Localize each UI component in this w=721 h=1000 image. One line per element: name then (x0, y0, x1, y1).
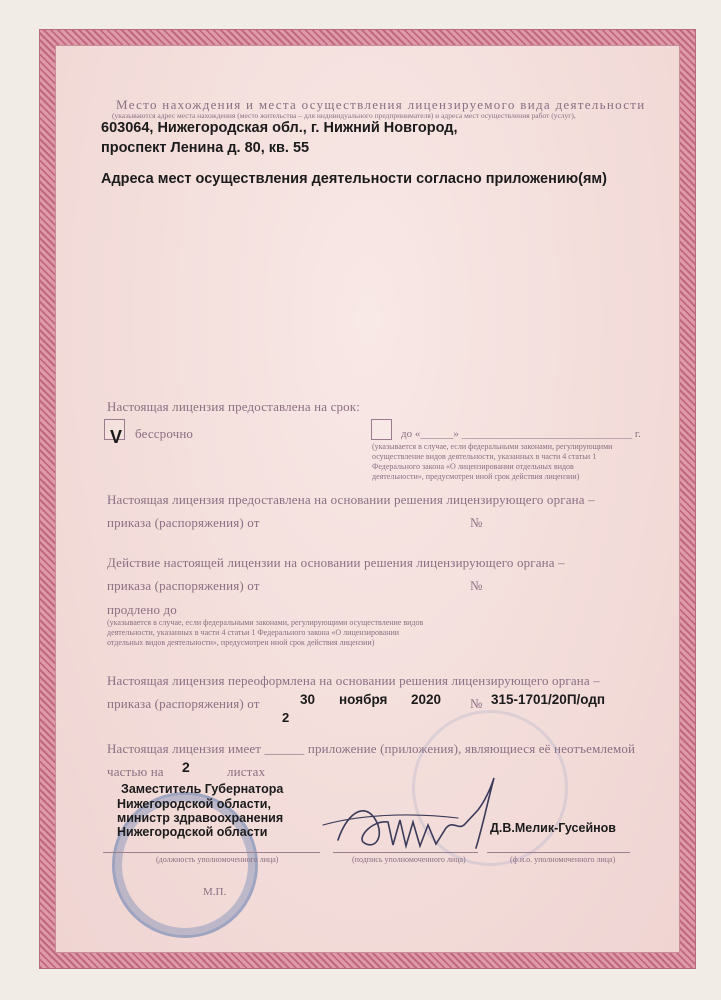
address-line-1: 603064, Нижегородская обл., г. Нижний Новгород, (101, 120, 458, 136)
appendix-line-1: Настоящая лицензия имеет ______ приложение (приложения), являющиеся её неотъемлемой (107, 741, 636, 756)
reissue-number: 315-1701/20П/одп (491, 692, 606, 707)
signature-underline (333, 852, 478, 853)
places-note: Адреса мест осуществления деятельности согласно приложению(ям) (101, 171, 607, 187)
location-hint: (указываются адрес места нахождения (место жительства – для индивидуального предпринимателя) и адреса мест осуществления работ (услуг), (112, 111, 576, 120)
signatory-position-1: Заместитель Губернатора (121, 782, 284, 796)
name-underline (487, 852, 630, 853)
appendix-sheets-label: листах (227, 764, 266, 779)
reissue-day: 30 (300, 692, 316, 707)
basis-line-1: Настоящая лицензия предоставлена на основании решения лицензирующего органа – (107, 492, 595, 507)
extended-until-label: продлено до (107, 602, 177, 617)
signatory-position-2: Нижегородской области, (117, 797, 271, 811)
extension-hint-1: (указывается в случае, если федеральными законами, регулирующими осуществление видов (107, 618, 424, 627)
extension-line-2: приказа (распоряжения) от (107, 578, 260, 593)
caption-name: (ф.и.о. уполномоченного лица) (510, 855, 616, 864)
unlimited-check-mark: V (110, 427, 123, 447)
reissue-month: ноября (339, 692, 388, 707)
until-label: до «______» _______________________________ г. (401, 428, 641, 440)
extension-line-1: Действие настоящей лицензии на основании решения лицензирующего органа – (107, 555, 565, 570)
reissue-year: 2020 (411, 692, 442, 707)
signatory-position-3: министр здравоохранения (117, 811, 284, 825)
position-underline (103, 852, 320, 853)
until-checkbox (371, 419, 392, 440)
basis-line-2: приказа (распоряжения) от (107, 515, 260, 530)
seal-place-label: М.П. (203, 886, 227, 898)
basis-number-sign: № (470, 515, 483, 530)
appendix-line-2: частью на (107, 764, 164, 779)
extension-hint-2: деятельности, указанных в части 4 статьи 1 Федерального закона «О лицензировании (107, 628, 400, 637)
caption-position: (должность уполномоченного лица) (156, 855, 279, 864)
until-hint-4: деятельности», предусмотрен иной срок действия лицензии) (372, 472, 580, 481)
signatory-position-4: Нижегородской области (117, 825, 268, 839)
until-hint-3: Федерального закона «О лицензировании отдельных видов (372, 462, 574, 471)
reissue-handwritten-mark: 2 (282, 710, 290, 725)
caption-signature: (подпись уполномоченного лица) (352, 855, 466, 864)
reissue-line-2: приказа (распоряжения) от (107, 696, 260, 711)
reissue-line-1: Настоящая лицензия переоформлена на основании решения лицензирующего органа – (107, 673, 600, 688)
appendix-sheets-count: 2 (182, 759, 190, 775)
reissue-number-sign: № (470, 696, 483, 711)
extension-hint-3: отдельных видов деятельности», предусмотрен иной срок действия лицензии) (107, 638, 375, 647)
until-hint-1: (указывается в случае, если федеральными законами, регулирующими (372, 442, 613, 451)
unlimited-label: бессрочно (135, 426, 194, 441)
until-hint-2: осуществление видов деятельности, указанных в части 4 статьи 1 (372, 452, 597, 461)
address-line-2: проспект Ленина д. 80, кв. 55 (101, 140, 310, 156)
extension-number-sign: № (470, 578, 483, 593)
term-heading: Настоящая лицензия предоставлена на срок: (107, 399, 361, 414)
signatory-name: Д.В.Мелик-Гусейнов (490, 821, 616, 835)
location-heading: Место нахождения и места осуществления лицензируемого вида деятельности (116, 97, 646, 112)
